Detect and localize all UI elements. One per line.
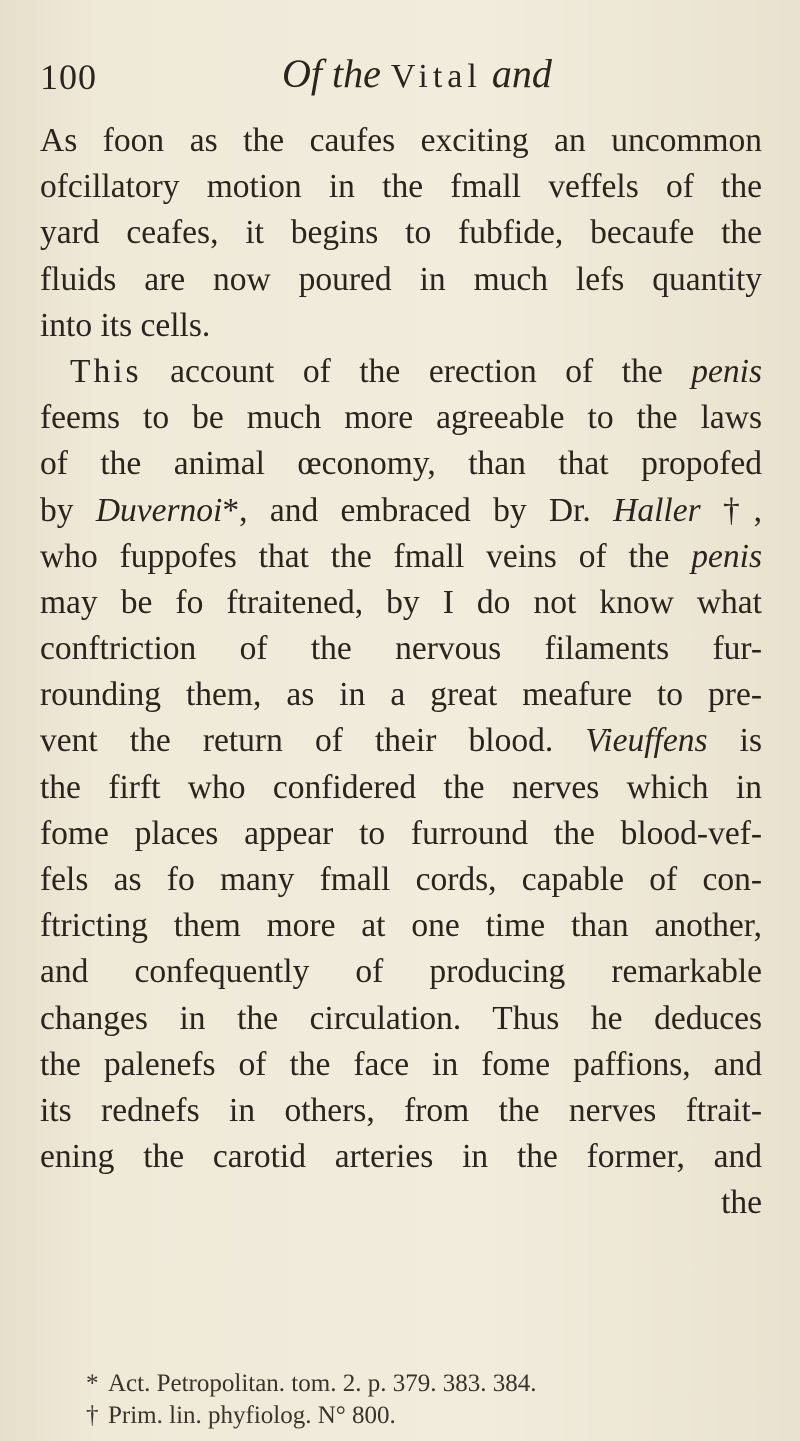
footnote-star-mark: * bbox=[86, 1370, 99, 1397]
text-line: rounding them, as in a great meafure to pre- bbox=[40, 676, 762, 714]
small-caps-this: This bbox=[70, 352, 142, 390]
text-line: of the animal œconomy, than that propofed bbox=[40, 445, 762, 483]
italic-penis: penis bbox=[691, 352, 762, 390]
footnote-dagger-mark: † bbox=[86, 1402, 99, 1429]
footnote-star-text: Act. Petropolitan. tom. 2. p. 379. 383. 384. bbox=[108, 1370, 537, 1397]
text-line: conftriction of the nervous filaments fur- bbox=[40, 630, 762, 668]
running-head-caps: Vital bbox=[390, 58, 482, 95]
footnote-ref-dagger: †, bbox=[722, 491, 763, 529]
page-number: 100 bbox=[40, 57, 97, 97]
text-line: As foon as the caufes exciting an uncommon bbox=[40, 122, 762, 159]
italic-haller: Haller bbox=[613, 491, 701, 529]
text-line: This account of the erection of the penis bbox=[70, 352, 762, 390]
page-header bbox=[34, 50, 774, 100]
footnote-ref-star: *, bbox=[222, 491, 248, 529]
running-head-italic: Of the bbox=[282, 51, 381, 96]
footnote-dagger-text: Prim. lin. phyfiolog. N° 800. bbox=[108, 1402, 396, 1429]
text-line: may be fo ftraitened, by I do not know what bbox=[40, 583, 762, 621]
italic-penis: penis bbox=[691, 537, 763, 575]
footnotes bbox=[86, 1368, 726, 1432]
text-line: by Duvernoi*, and embraced by Dr. Haller †, bbox=[40, 491, 763, 529]
text-line: yard ceafes, it begins to fubfide, becaufe the bbox=[40, 214, 762, 252]
body-text bbox=[40, 118, 762, 1227]
catchword: the bbox=[721, 1184, 762, 1222]
text-line: ftricting them more at one time than another, bbox=[40, 907, 762, 945]
text-line: and confequently of producing remarkable bbox=[40, 953, 762, 991]
text-line: fome places appear to furround the blood-vef- bbox=[40, 814, 762, 852]
text-line: into its cells. bbox=[40, 306, 211, 344]
text-line: ening the carotid arteries in the former, and bbox=[40, 1138, 762, 1176]
text-line: its rednefs in others, from the nerves ftrait- bbox=[40, 1091, 762, 1129]
footnote-star bbox=[86, 1368, 726, 1400]
text-line: changes in the circulation. Thus he deduces bbox=[40, 999, 762, 1037]
text-line: who fuppofes that the fmall veins of the penis bbox=[40, 537, 763, 575]
text-line: feems to be much more agreeable to the laws bbox=[40, 399, 762, 437]
text-line: fels as fo many fmall cords, capable of con- bbox=[40, 861, 762, 898]
text-line: ofcillatory motion in the fmall veffels of the bbox=[40, 168, 762, 206]
text-line: the palenefs of the face in fome paffions, and bbox=[40, 1045, 762, 1083]
text-line: fluids are now poured in much lefs quantity bbox=[40, 260, 762, 298]
running-head-end: and bbox=[491, 51, 552, 96]
text-line: vent the return of their blood. Vieuffens is bbox=[40, 722, 762, 760]
italic-vieussens: Vieuffens bbox=[585, 722, 708, 760]
text-line: the firft who confidered the nerves which in bbox=[40, 768, 762, 806]
footnote-dagger bbox=[86, 1400, 726, 1432]
running-head bbox=[282, 50, 552, 97]
italic-duvernoi: Duvernoi bbox=[95, 491, 223, 529]
